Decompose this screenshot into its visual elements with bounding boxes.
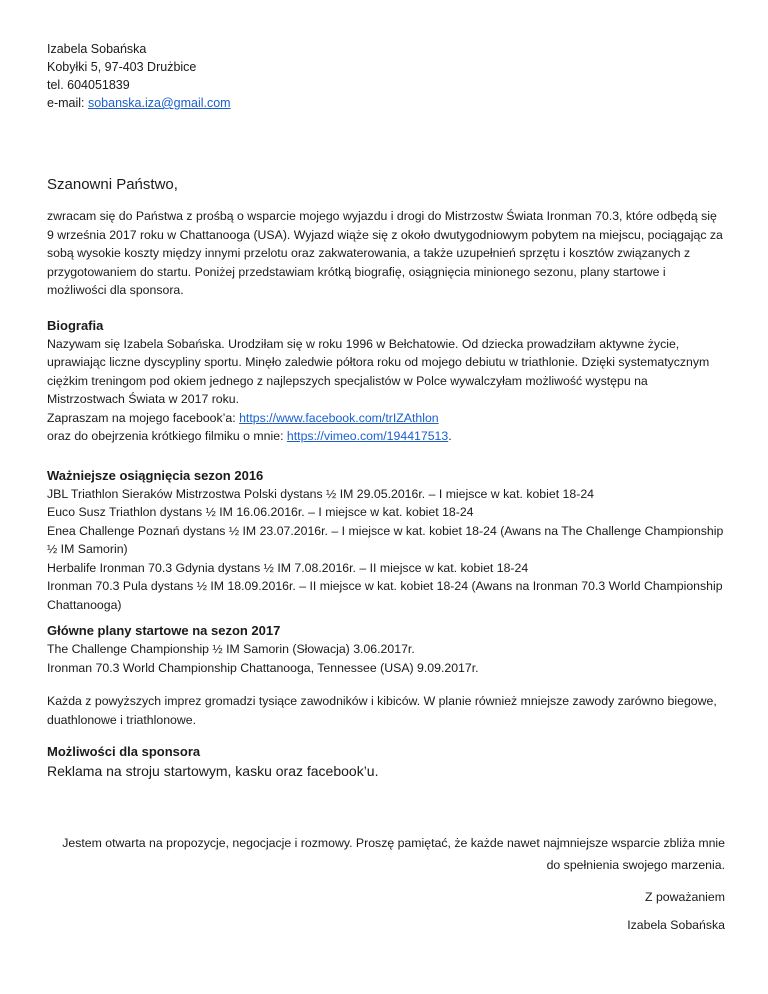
plans-note: Każda z powyższych imprez gromadzi tysiące zawodników i kibiców. W planie również mniejsze zawody zarówno biegowe, duathlonowe i triathlonowe.: [47, 694, 717, 727]
achievement-item: Ironman 70.3 Pula dystans ½ IM 18.09.2016r. – II miejsce w kat. kobiet 18-24 (Awans na Ironman 70.3 World Championship Chattanooga): [47, 579, 723, 612]
vimeo-link[interactable]: https://vimeo.com/194417513: [286, 429, 449, 443]
vimeo-label: oraz do obejrzenia krótkiego filmiku o mnie:: [47, 429, 287, 443]
sponsor-heading: Możliwości dla sponsora: [47, 744, 201, 759]
sender-block: [47, 40, 727, 112]
intro-paragraph: zwracam się do Państwa z prośbą o wsparcie mojego wyjazdu i drogi do Mistrzostw Świata Ironman 70.3, które odbędą się 9 września 2017 roku w Chattanooga (USA). Wyjazd wiąże się z około dwutygodniowym pobytem na miejscu, pociągając za sobą wysokie koszty między innymi przelotu oraz zakwaterowania, a także uzupełnień sprzętu i kosztów związanych z przygotowaniem do startu. Poniżej przedstawiam krótką biografię, osiągnięcia minionego sezonu, plany startowe i możliwości dla sponsora.: [47, 209, 723, 297]
email-label: e-mail:: [47, 96, 88, 110]
biography-heading: Biografia: [47, 317, 104, 333]
sponsor-section: [47, 743, 727, 781]
plan-item: The Challenge Championship ½ IM Samorin (Słowacja) 3.06.2017r.: [47, 642, 415, 656]
sender-address: Kobyłki 5, 97-403 Drużbice: [47, 60, 197, 74]
achievement-item: JBL Triathlon Sieraków Mistrzostwa Polski dystans ½ IM 29.05.2016r. – I miejsce w kat. kobiet 18-24: [47, 486, 595, 501]
closing-paragraph: Jestem otwarta na propozycje, negocjacje i rozmowy. Proszę pamiętać, że każde nawet najmniejsze wsparcie zbliża mnie do spełnienia swojego marzenia.: [62, 836, 725, 872]
achievement-item: Enea Challenge Poznań dystans ½ IM 23.07.2016r. – I miejsce w kat. kobiet 18-24 (Awans na The Challenge Championship ½ IM Samorin): [47, 523, 724, 556]
facebook-label: Zapraszam na mojego facebook’a:: [47, 410, 240, 425]
achievements-section: [47, 467, 727, 615]
signature: Izabela Sobańska: [627, 918, 725, 932]
email-link[interactable]: sobanska.iza@gmail.com: [87, 96, 231, 110]
achievements-heading: Ważniejsze osiągnięcia sezon 2016: [47, 467, 264, 483]
achievement-item: Euco Susz Triathlon dystans ½ IM 16.06.2016r. – I miejsce w kat. kobiet 18-24: [47, 505, 474, 519]
signoff: Z poważaniem: [645, 890, 725, 904]
vimeo-period: .: [448, 429, 452, 443]
plans-heading: Główne plany startowe na sezon 2017: [47, 623, 281, 638]
facebook-link[interactable]: https://www.facebook.com/trIZAthlon: [239, 410, 439, 425]
plans-section: [47, 622, 727, 729]
letter: [47, 40, 727, 932]
sender-email-line: [47, 94, 727, 112]
facebook-line: [47, 409, 727, 428]
biography-section: [47, 317, 727, 446]
plan-item: Ironman 70.3 World Championship Chattanooga, Tennessee (USA) 9.09.2017r.: [47, 660, 479, 675]
greeting: Szanowni Państwo,: [47, 176, 178, 193]
vimeo-line: [47, 427, 727, 446]
sender-name: Izabela Sobańska: [47, 42, 147, 56]
sponsor-text: Reklama na stroju startowym, kasku oraz facebook’u.: [47, 763, 379, 779]
sender-phone: tel. 604051839: [47, 78, 130, 92]
biography-text: Nazywam się Izabela Sobańska. Urodziłam się w roku 1996 w Bełchatowie. Od dziecka prowadziłam aktywne życie, uprawiając liczne dyscypliny sportu. Minęło zaledwie półtora roku od mojego debiutu w triathlonie. Dzięki systematycznym ciężkim treningom pod okiem jednego z najlepszych specjalistów w Polce wywalczyłam możliwość występu na Mistrzostwach Świata w 2017 roku.: [47, 336, 710, 406]
achievement-item: Herbalife Ironman 70.3 Gdynia dystans ½ IM 7.08.2016r. – II miejsce w kat. kobiet 18-24: [47, 560, 529, 575]
